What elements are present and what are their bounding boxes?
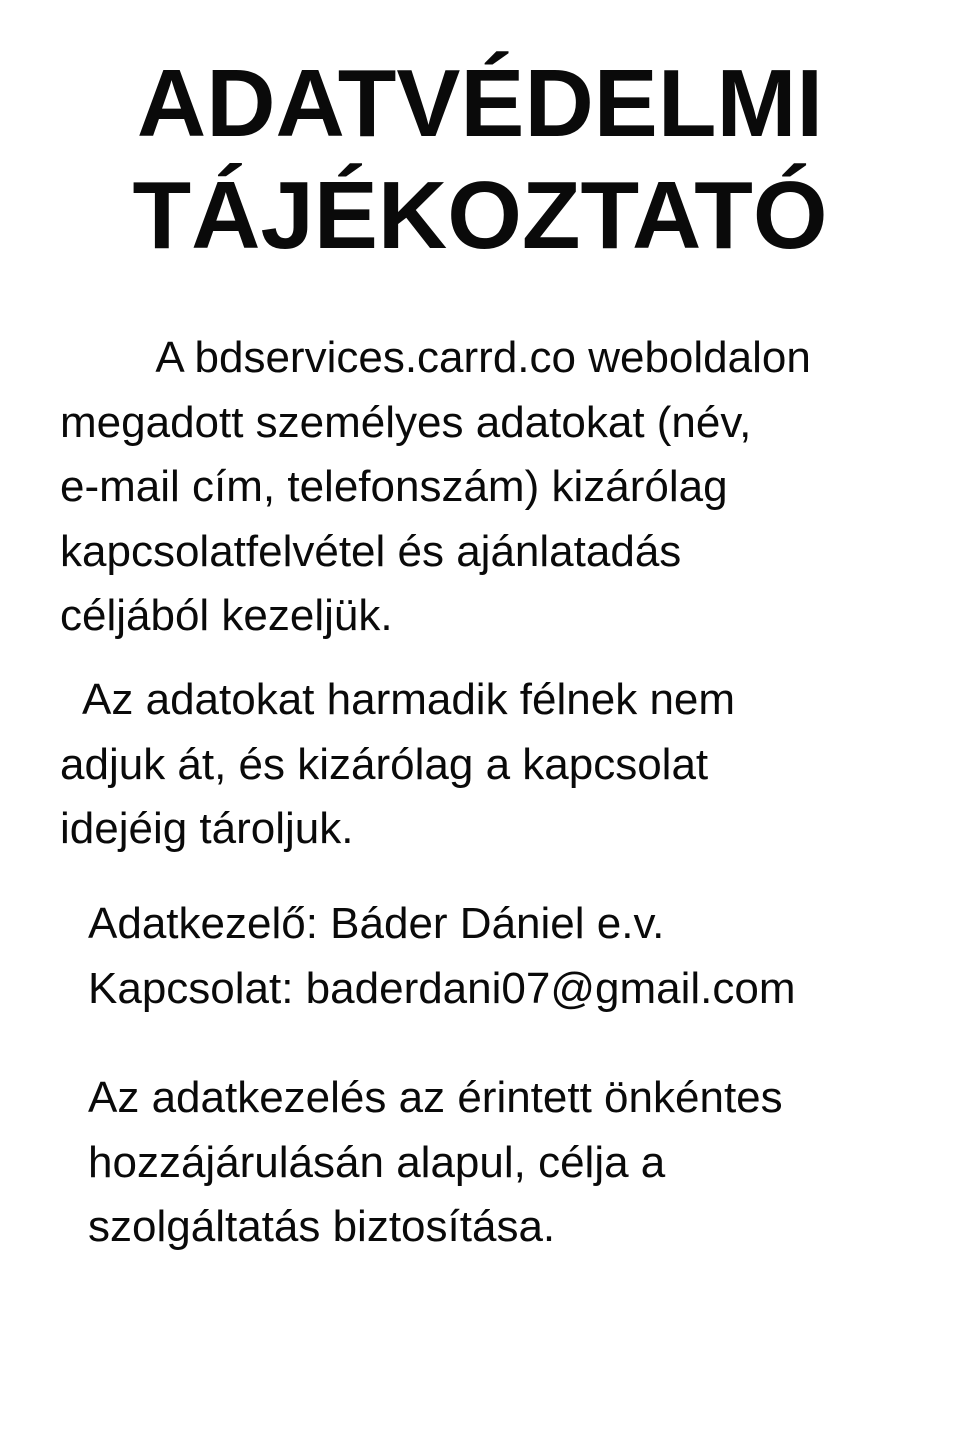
paragraph-line: megadott személyes adatokat (név,	[60, 397, 752, 447]
paragraph-line: céljából kezeljük.	[60, 591, 393, 640]
page-title	[0, 48, 960, 272]
third-party-paragraph	[60, 668, 735, 862]
paragraph-line: Az adatokat harmadik félnek nem	[60, 675, 736, 724]
paragraph-line: Az adatkezelés az érintett önkéntes	[88, 1073, 783, 1122]
paragraph-line: kapcsolatfelvétel és ajánlatadás	[60, 526, 682, 576]
controller-line: Adatkezelő: Báder Dániel e.v.	[88, 899, 665, 948]
paragraph-line: idejéig tároljuk.	[60, 804, 354, 853]
paragraph-line: hozzájárulásán alapul, célja a	[88, 1137, 666, 1187]
controller-info	[88, 892, 796, 1021]
contact-email-line: Kapcsolat: baderdani07@gmail.com	[88, 963, 796, 1013]
paragraph-line: A bdservices.carrd.co weboldalon	[60, 333, 811, 382]
page-title-line-2: TÁJÉKOZTATÓ	[132, 162, 828, 269]
legal-basis-paragraph	[88, 1066, 783, 1260]
paragraph-line: e-mail cím, telefonszám) kizárólag	[60, 462, 728, 511]
page-title-line-1: ADATVÉDELMI	[136, 50, 824, 157]
paragraph-line: szolgáltatás biztosítása.	[88, 1202, 556, 1251]
paragraph-line: adjuk át, és kizárólag a kapcsolat	[60, 739, 709, 789]
data-usage-paragraph	[60, 326, 811, 649]
